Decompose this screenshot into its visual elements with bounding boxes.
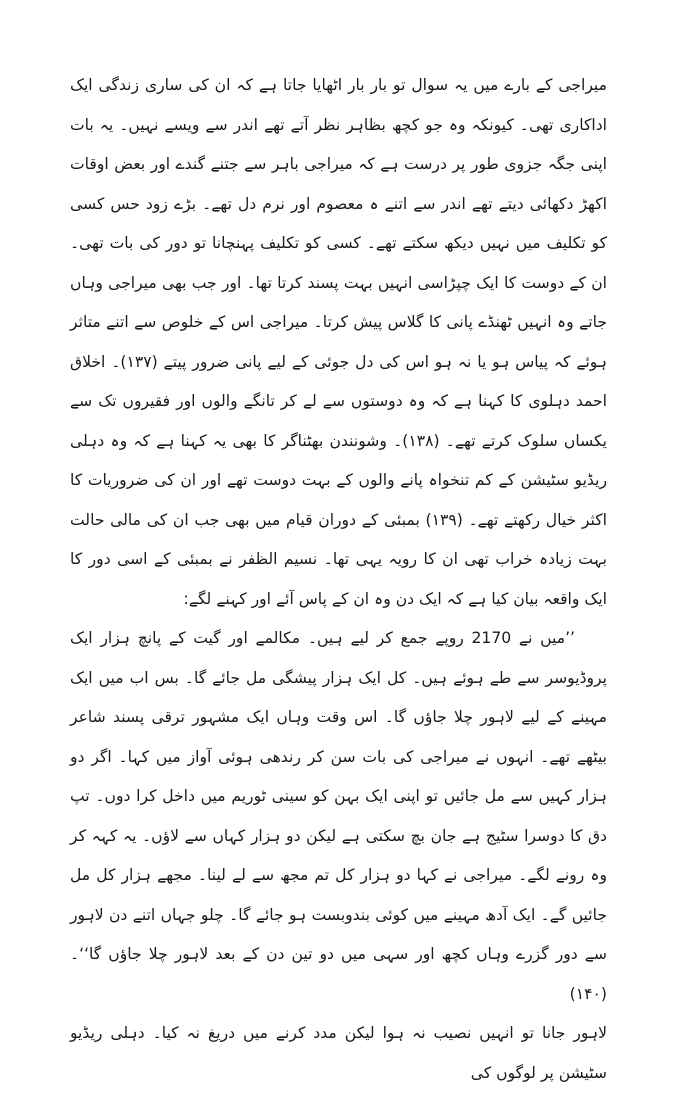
quoted-passage: ’’میں نے 2170 روپے جمع کر لیے ہیں۔ مکالمے اور گیت کے پانچ ہزار ایک پروڈیوسر سے طے ہوئے ہیں۔ کل ایک ہزار پیشگی مل جائے گا۔ بس اب میں ایک مہینے کے لیے لاہور چلا جاؤں گا۔ اس وقت وہاں ایک مشہور ترقی پسند شاعر بیٹھے تھے۔ انہوں نے میراجی کی بات سن کر رندھی ہوئی آواز میں کہا۔ اگر دو ہزار کہیں سے مل جائیں تو اپنی ایک بہن کو سینی ٹوریم میں داخل کرا دوں۔ تپ دق کا دوسرا سٹیج ہے جان بچ سکتی ہے لیکن دو ہزار کہاں سے لاؤں۔ یہ کہہ کر وہ رونے لگے۔ میراجی نے کہا دو ہزار کل تم مجھ سے لے لینا۔ مجھے ہزار کل مل جائیں گے۔ ایک آدھ مہینے میں کوئی بندوبست ہو جائے گا۔ چلو جہاں اتنے دن لاہور سے دور گزرے وہاں کچھ اور سہی میں دو تین دن کے بعد لاہور چلا جاؤں گا‘‘۔ (۱۴۰) [70,629,607,1003]
paragraph-miraji-character: میراجی کے بارے میں یہ سوال تو بار بار اٹھایا جاتا ہے کہ ان کی ساری زندگی ایک اداکاری تھی۔ کیونکہ وہ جو کچھ بظاہر نظر آتے تھے اندر سے ویسے نہیں۔ یہ بات اپنی جگہ جزوی طور پر درست ہے کہ میراجی باہر سے جتنے گندے اور بعض اوقات اکھڑ دکھائی دیتے تھے اندر سے اتنے ہ معصوم اور نرم دل تھے۔ بڑے زود حس کسی کو تکلیف میں نہیں دیکھ سکتے تھے۔ کسی کو تکلیف پہنچانا تو دور کی بات تھی۔ ان کے دوست کا ایک چپڑاسی انہیں بہت پسند کرتا تھا۔ اور جب بھی میراجی وہاں جاتے وہ انہیں ٹھنڈے پانی کا گلاس پیش کرتا۔ میراجی اس کے خلوص سے اتنے متاثر ہوئے کہ پیاس ہو یا نہ ہو اس کی دل جوئی کے لیے پانی ضرور پیتے (۱۳۷)۔ اخلاق احمد دہلوی کا کہنا ہے کہ وہ دوستوں سے لے کر تانگے والوں اور فقیروں تک سے یکساں سلوک کرتے تھے۔ (۱۳۸)۔ وشونندن بھٹناگر کا بھی یہ کہنا ہے کہ وہ دہلی ریڈیو سٹیشن کے کم تنخواہ پانے والوں کے بہت دوست تھے اور ان کی ضروریات کا اکثر خیال رکھتے تھے۔ (۱۳۹) بمبئی کے دوران قیام میں بھی جب ان کی مالی حالت بہت زیادہ خراب تھی ان کا رویہ یہی تھا۔ نسیم الظفر نے بمبئی کے اسی دور کا ایک واقعہ بیان کیا ہے کہ ایک دن وہ ان کے پاس آئے اور کہنے لگے: [70,76,607,608]
page-text [70,66,607,1093]
paragraph-closing: لاہور جانا تو انہیں نصیب نہ ہوا لیکن مدد کرنے میں دریغ نہ کیا۔ دہلی ریڈیو سٹیشن پر لوگوں کی [70,1024,607,1082]
